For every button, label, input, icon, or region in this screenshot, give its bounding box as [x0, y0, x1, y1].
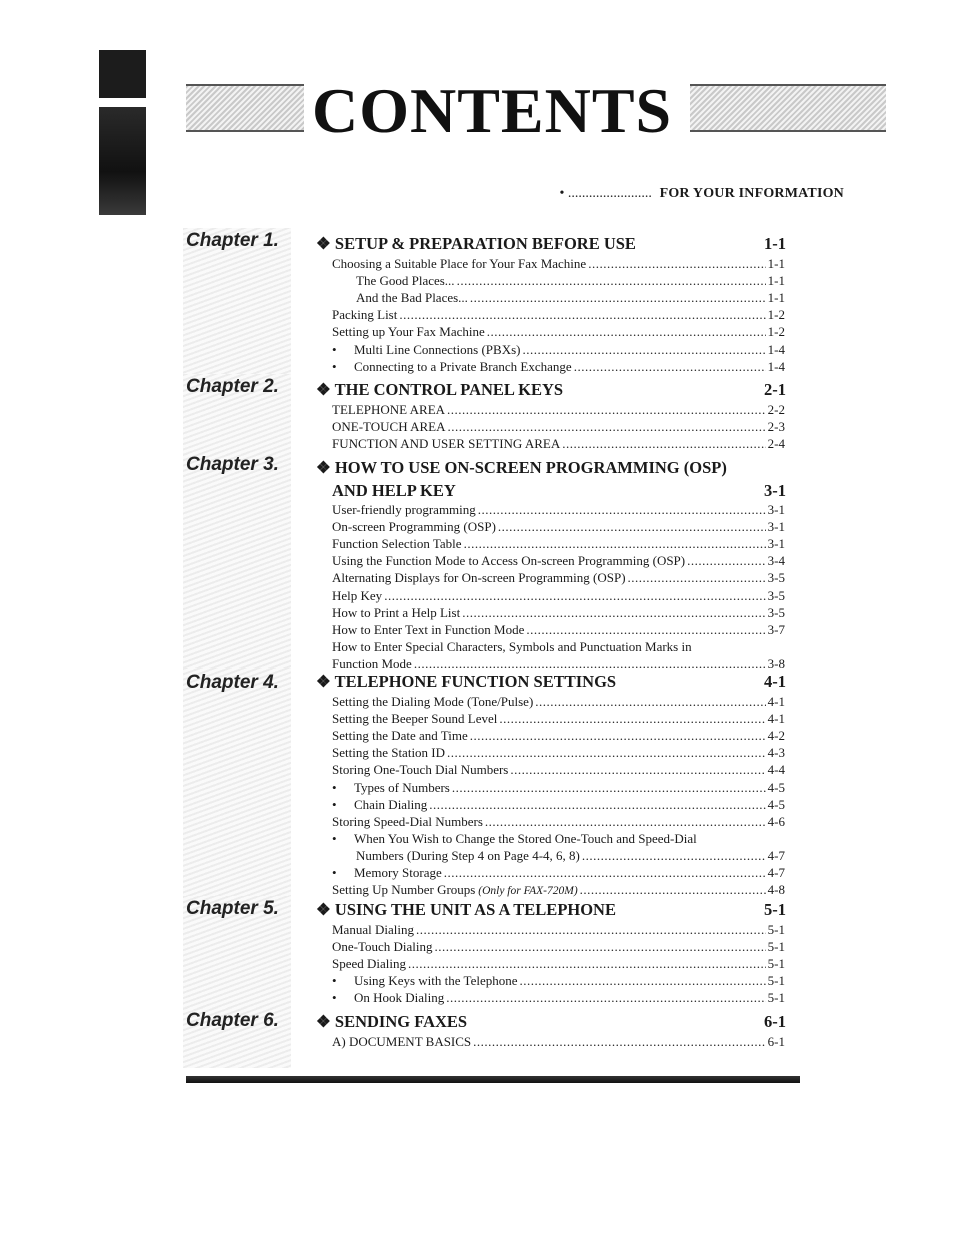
toc-entry-page: 4-5	[767, 796, 785, 812]
toc-entry-page: 3-7	[767, 621, 785, 637]
title-banner	[186, 75, 886, 146]
toc-entry[interactable]	[332, 990, 785, 1006]
leader-dots	[446, 990, 765, 1006]
chapter-label: Chapter 1.	[186, 230, 279, 251]
bullet-icon: •	[332, 779, 337, 795]
toc-entry[interactable]	[332, 436, 785, 452]
leader-dots	[414, 656, 766, 672]
toc-entry[interactable]	[332, 419, 785, 435]
toc-entry-label: Multi Line Connections (PBXs)	[354, 341, 521, 357]
toc-entry[interactable]	[332, 622, 785, 638]
toc-entry-page: 2-4	[767, 436, 785, 452]
leader-dots	[580, 882, 766, 899]
toc-entry-page: 5-1	[767, 990, 785, 1006]
leader-dots	[485, 814, 766, 830]
toc-entry[interactable]	[356, 290, 785, 306]
section-title[interactable]	[316, 234, 786, 254]
toc-entry-page: 4-7	[767, 865, 785, 880]
leader-dots	[408, 956, 766, 972]
toc-entry-label: How to Print a Help List	[332, 604, 461, 620]
toc-entry-page: 1-1	[767, 273, 785, 289]
leader-dots	[487, 324, 766, 340]
leader-dots	[470, 290, 766, 306]
section-page: 2-1	[764, 380, 786, 399]
bullet-icon: •	[332, 973, 337, 989]
leader-dots	[499, 711, 765, 727]
toc-entry-label: Manual Dialing	[332, 922, 414, 937]
toc-entry[interactable]	[332, 694, 785, 710]
toc-entry-label: When You Wish to Change the Stored One-Touch and Speed-Dial	[354, 830, 697, 846]
leader-dots	[448, 419, 766, 435]
toc-entry[interactable]	[332, 570, 785, 586]
toc-entry-label: Speed Dialing	[332, 956, 407, 972]
toc-entry-label: ONE-TOUCH AREA	[332, 419, 446, 435]
toc-entry-page: 2-3	[767, 419, 785, 435]
info-legend-text: FOR YOUR INFORMATION	[659, 186, 844, 201]
leader-dots	[535, 694, 765, 710]
leader-dots	[473, 1034, 765, 1050]
toc-entry-page: 4-8	[767, 882, 785, 898]
leader-dots	[444, 865, 766, 881]
info-legend-marker: • ........................	[559, 186, 652, 201]
toc-entry-page: 4-3	[767, 745, 785, 761]
toc-entry-page: 6-1	[767, 1034, 785, 1049]
leader-dots	[416, 922, 766, 938]
leader-dots	[464, 536, 766, 552]
title-bar-right	[690, 84, 886, 132]
toc-entry[interactable]	[332, 762, 785, 778]
leader-dots	[498, 519, 766, 535]
toc-entry-page: 3-8	[767, 655, 785, 671]
toc-entry[interactable]	[332, 939, 785, 955]
bullet-icon: •	[332, 358, 337, 374]
toc-entry-label: Setting up Your Fax Machine	[332, 324, 485, 340]
toc-entry[interactable]	[332, 553, 785, 569]
section-title[interactable]	[316, 672, 786, 692]
toc-entry-page: 1-2	[767, 307, 785, 323]
toc-entry-page: 3-1	[767, 536, 785, 552]
toc-entry[interactable]	[332, 745, 785, 761]
toc-entry[interactable]	[332, 307, 785, 323]
section-title[interactable]	[316, 380, 786, 400]
toc-entry-page: 4-4	[767, 762, 785, 778]
toc-entry-label: Numbers (During Step 4 on Page 4-4, 6, 8)	[356, 847, 580, 863]
toc-entry-page: 1-4	[767, 341, 785, 357]
toc-entry-label: Setting the Date and Time	[332, 728, 468, 744]
section-title-text: ❖ TELEPHONE FUNCTION SETTINGS	[316, 672, 617, 691]
section-title-text: ❖ THE CONTROL PANEL KEYS	[316, 380, 564, 399]
toc-entry[interactable]	[332, 402, 785, 418]
leader-dots	[522, 342, 765, 358]
section-page: 6-1	[764, 1012, 786, 1031]
toc-entry-page: 5-1	[767, 939, 785, 955]
toc-entry[interactable]	[332, 342, 785, 358]
section-title-line1: ❖ HOW TO USE ON-SCREEN PROGRAMMING (OSP)	[316, 458, 727, 477]
toc-entry-page: 4-5	[767, 779, 785, 795]
toc-entry-label: Using Keys with the Telephone	[354, 973, 518, 989]
toc-entry[interactable]	[332, 865, 785, 881]
page-title: CONTENTS	[312, 75, 673, 146]
bullet-icon: •	[332, 796, 337, 812]
section-page: 5-1	[764, 900, 786, 919]
toc-entry-label: One-Touch Dialing	[332, 939, 433, 955]
toc-entry-label: Function Mode	[332, 655, 412, 671]
section-title-text: ❖ SETUP & PREPARATION BEFORE USE	[316, 234, 636, 253]
toc-entry[interactable]	[332, 780, 785, 796]
toc-entry-note: (Only for FAX-720M)	[475, 885, 578, 898]
toc-entry[interactable]	[332, 711, 785, 727]
toc-entry-label: Setting the Beeper Sound Level	[332, 711, 498, 727]
section-page: 4-1	[764, 672, 786, 691]
toc-entry[interactable]	[356, 848, 785, 864]
toc-entry[interactable]	[332, 588, 785, 604]
toc-entry[interactable]	[332, 814, 785, 830]
toc-entry[interactable]	[332, 882, 785, 899]
chapter-label: Chapter 6.	[186, 1010, 279, 1031]
title-bar-left	[186, 84, 304, 132]
toc-entry-label: Packing List	[332, 307, 398, 323]
toc-entry-label: Setting the Station ID	[332, 745, 446, 761]
toc-entry-label: Setting the Dialing Mode (Tone/Pulse)	[332, 694, 534, 709]
chapter-label: Chapter 3.	[186, 454, 279, 475]
margin-tab-block	[99, 107, 146, 215]
leader-dots	[687, 553, 766, 569]
toc-entry-label: The Good Places...	[356, 273, 455, 289]
leader-dots	[447, 745, 766, 761]
toc-entry[interactable]	[332, 956, 785, 972]
toc-entry[interactable]	[332, 728, 785, 744]
toc-entry-page: 4-2	[767, 728, 785, 744]
leader-dots	[588, 256, 765, 272]
bullet-icon: •	[332, 865, 337, 880]
toc-entry[interactable]	[332, 831, 785, 847]
info-legend	[559, 186, 844, 202]
toc-entry-page: 1-1	[767, 256, 785, 271]
toc-entry-label: Alternating Displays for On-screen Programming (OSP)	[332, 570, 626, 586]
toc-entry-label: FUNCTION AND USER SETTING AREA	[332, 436, 561, 452]
toc-entry-page: 5-1	[767, 956, 785, 972]
toc-entry[interactable]	[332, 922, 785, 938]
toc-entry-page: 1-1	[767, 290, 785, 306]
leader-dots	[399, 307, 765, 323]
toc-entry-label: On Hook Dialing	[354, 990, 445, 1006]
toc-entry-label: Using the Function Mode to Access On-screen Programming (OSP)	[332, 553, 686, 569]
toc-entry-page: 5-1	[767, 973, 785, 989]
toc-entry-label: A) DOCUMENT BASICS	[332, 1034, 472, 1049]
chapter-label: Chapter 4.	[186, 672, 279, 693]
toc-entry[interactable]	[332, 656, 785, 672]
bullet-icon: •	[332, 990, 337, 1006]
toc-entry[interactable]	[332, 324, 785, 340]
toc-entry-label: Connecting to a Private Branch Exchange	[354, 358, 572, 374]
toc-entry-label: Types of Numbers	[354, 779, 450, 795]
toc-entry[interactable]	[332, 536, 785, 552]
bottom-rule	[186, 1076, 800, 1083]
toc-entry-label: Setting Up Number Groups (Only for FAX-720M)	[332, 882, 578, 898]
toc-entry-page: 3-4	[767, 553, 785, 569]
toc-entry-label: On-screen Programming (OSP)	[332, 519, 496, 535]
leader-dots	[520, 973, 766, 989]
toc-entry[interactable]	[332, 605, 785, 621]
section-page: 1-1	[764, 234, 786, 253]
leader-dots	[462, 605, 765, 621]
section-title-text: ❖ USING THE UNIT AS A TELEPHONE	[316, 900, 616, 919]
toc-entry-page: 3-1	[767, 519, 785, 535]
toc-entry-page: 3-1	[767, 502, 785, 517]
leader-dots	[582, 848, 766, 864]
toc-entry-page: 5-1	[767, 922, 785, 937]
leader-dots	[562, 436, 765, 452]
toc-entry-page: 4-1	[767, 711, 785, 727]
toc-entry-label: Help Key	[332, 587, 383, 603]
toc-entry-label: Function Selection Table	[332, 536, 462, 552]
toc-entry-label: Storing Speed-Dial Numbers	[332, 813, 483, 829]
margin-tab-block	[99, 50, 146, 98]
leader-dots	[574, 359, 766, 375]
toc-entry-page: 4-1	[767, 694, 785, 709]
bullet-icon: •	[332, 341, 337, 357]
toc-entry-page: 1-2	[767, 324, 785, 340]
chapter-label: Chapter 2.	[186, 376, 279, 397]
toc-entry-label: Storing One-Touch Dial Numbers	[332, 762, 509, 778]
leader-dots	[628, 570, 766, 586]
toc-entry[interactable]	[332, 639, 785, 655]
toc-entry-label: Memory Storage	[354, 865, 442, 880]
section-title-line2	[316, 481, 786, 501]
toc-entry[interactable]	[356, 273, 785, 289]
section-title-text: ❖ SENDING FAXES	[316, 1012, 468, 1031]
leader-dots	[457, 273, 766, 289]
leader-dots	[429, 797, 765, 813]
toc-entry[interactable]	[332, 256, 785, 272]
toc-entry-page: 3-5	[767, 570, 785, 586]
toc-entry-label: How to Enter Text in Function Mode	[332, 621, 525, 637]
toc-entry-label: Chain Dialing	[354, 796, 428, 812]
toc-entry[interactable]	[332, 797, 785, 813]
toc-entry[interactable]	[332, 359, 785, 375]
toc-entry-page: 4-6	[767, 813, 785, 829]
chapter-label: Chapter 5.	[186, 898, 279, 919]
toc-entry-label: Choosing a Suitable Place for Your Fax Machine	[332, 256, 587, 271]
bullet-icon: •	[332, 830, 337, 846]
leader-dots	[435, 939, 766, 955]
section-title[interactable]	[316, 458, 786, 501]
section-title[interactable]	[316, 1012, 786, 1032]
leader-dots	[384, 588, 765, 604]
toc-entry-page: 3-5	[767, 604, 785, 620]
leader-dots	[447, 402, 766, 418]
toc-entry-label: User-friendly programming	[332, 502, 476, 517]
toc-entry-page: 2-2	[767, 402, 785, 417]
leader-dots	[510, 762, 765, 778]
toc-entry-label: TELEPHONE AREA	[332, 402, 446, 417]
leader-dots	[526, 622, 765, 638]
toc-entry[interactable]	[332, 502, 785, 518]
toc-entry[interactable]	[332, 1034, 785, 1050]
section-page: 3-1	[764, 481, 786, 500]
section-title-text: AND HELP KEY	[332, 481, 456, 500]
leader-dots	[470, 728, 766, 744]
toc-entry[interactable]	[332, 519, 785, 535]
leader-dots	[478, 502, 766, 518]
toc-entry[interactable]	[332, 973, 785, 989]
toc-entry-label: And the Bad Places...	[356, 290, 468, 306]
chapter-shade	[183, 454, 291, 668]
chapter-shade	[183, 668, 291, 896]
toc-entry-page: 3-5	[767, 587, 785, 603]
section-title[interactable]	[316, 900, 786, 920]
toc-entry-label: How to Enter Special Characters, Symbols and Punctuation Marks in	[332, 638, 692, 654]
leader-dots	[452, 780, 766, 796]
toc-entry-page: 4-7	[767, 847, 785, 863]
toc-entry-page: 1-4	[767, 358, 785, 374]
